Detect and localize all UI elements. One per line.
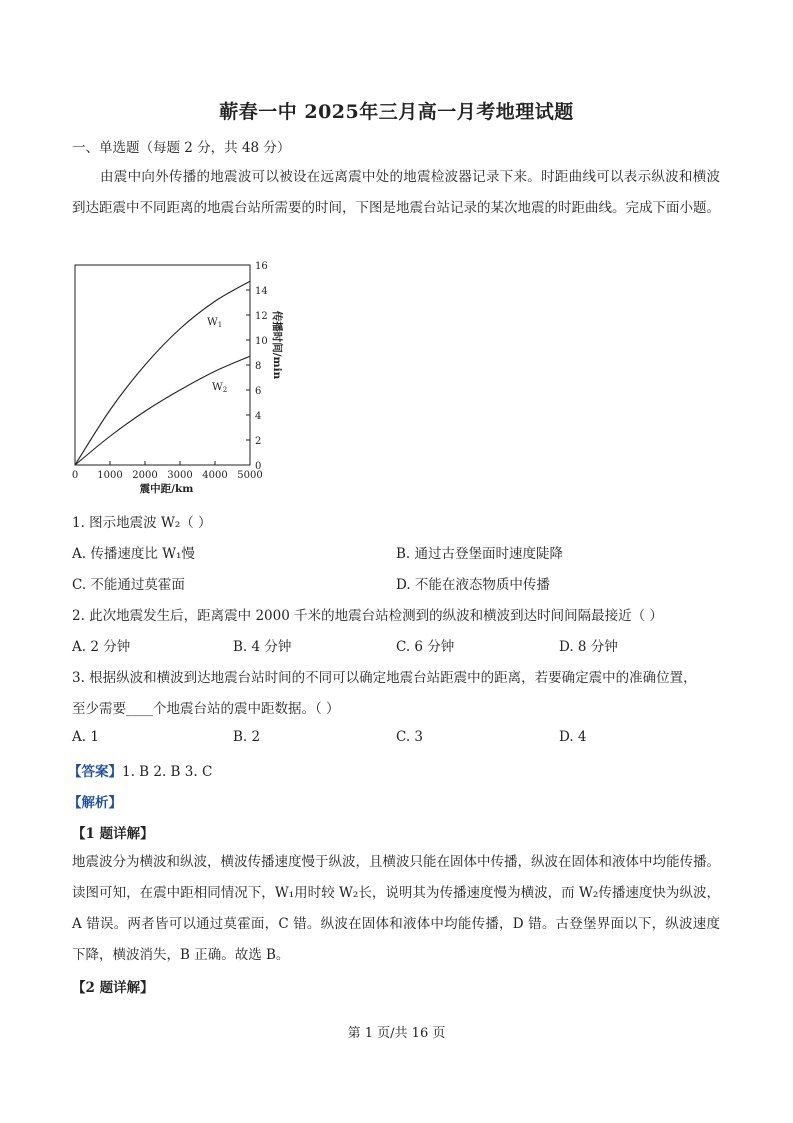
series-line-w2 [75,356,250,465]
series-line-w1 [75,281,250,465]
x-tick-label: 3000 [167,470,193,481]
y-tick-label: 4 [255,411,262,422]
detail-1-label: 【1 题详解】 [72,826,154,842]
question-1-stem: 1. 图示地震波 W₂（ ） [72,515,212,531]
y-tick-label: 16 [255,261,268,272]
intro-paragraph: 由震中向外传播的地震波可以被设在远离震中处的地震检波器记录下来。时距曲线可以表示纵波和横波到达距震中不同距离的地震台站所需要的时间，下图是地震台站记录的某次地震的时距曲线。完成下面小题。 [72,169,720,216]
y-tick-label: 6 [255,386,262,397]
detail-2-label: 【2 题详解】 [72,980,154,996]
q1-option-b: B. 通过古登堡面时速度陡降 [396,546,564,562]
y-tick-label: 8 [255,361,262,372]
q3-option-d: D. 4 [559,729,587,745]
curve-label-w2: W2 [212,381,228,394]
q3-option-b: B. 2 [233,729,261,745]
answer-text: 1. B 2. B 3. C [122,764,213,780]
y-tick-label: 14 [255,286,268,297]
q3-option-c: C. 3 [396,729,424,745]
question-2-stem: 2. 此次地震发生后，距离震中 2000 千米的地震台站检测到的纵波和横波到达时间间隔最接近（ ） [72,608,663,624]
q1-option-d: D. 不能在液态物质中传播 [396,577,550,593]
q3-option-a: A. 1 [72,729,99,745]
q1-option-c: C. 不能通过莫霍面 [72,577,185,593]
y-tick-label: 10 [255,336,268,347]
question-3-stem-line1: 3. 根据纵波和横波到达地震台站时间的不同可以确定地震台站距震中的距离，若要确定震中的准确位置， [72,670,697,686]
y-axis-label: 传播时间/min [271,310,283,380]
q2-option-d: D. 8 分钟 [559,639,618,655]
x-tick-label: 2000 [132,470,158,481]
x-tick-label: 0 [71,470,79,481]
curve-label-w2-sub: 2 [222,386,228,394]
plot-frame [75,265,250,465]
question-3-stem-line2: 至少需要____个地震台站的震中距数据。（ ） [72,701,340,717]
detail-1-text: 地震波分为横波和纵波，横波传播速度慢于纵波，且横波只能在固体中传播，纵波在固体和液体中均能传播。读图可知，在震中距相同情况下，W₁用时较 W₂长，说明其为传播速度慢为横波，而 W₂传播速度快为纵波，A 错误。两者皆可以通过莫霍面，C 错。纵波在固体和液体中均能传播，D 错。古登堡界面以下，纵波速度下降，横波消失，B 正确。故选 B。 [72,854,720,963]
time-distance-chart [60,255,290,500]
page-footer: 第 1 页/共 16 页 [347,1026,446,1041]
q1-option-a: A. 传播速度比 W₁慢 [72,546,195,562]
page-title: 蕲春一中 2025年三月高一月考地理试题 [219,101,574,123]
x-axis-label: 震中距/km [139,483,194,495]
x-tick-label: 1000 [97,470,123,481]
analysis-label: 【解析】 [68,795,122,811]
answer-line [68,760,212,780]
y-tick-label: 2 [255,436,262,447]
curve-label-w1: W1 [207,316,223,329]
q2-option-c: C. 6 分钟 [396,639,455,655]
curve-label-w1-sub: 1 [217,321,223,329]
y-tick-label: 0 [255,461,262,472]
answer-label: 【答案】 [68,764,122,780]
section-heading: 一、单选题（每题 2 分，共 48 分） [72,140,291,156]
x-tick-label: 4000 [202,470,228,481]
y-tick-label: 12 [255,311,268,322]
x-tick-label: 5000 [237,470,263,481]
q2-option-b: B. 4 分钟 [233,639,292,655]
q2-option-a: A. 2 分钟 [72,639,131,655]
